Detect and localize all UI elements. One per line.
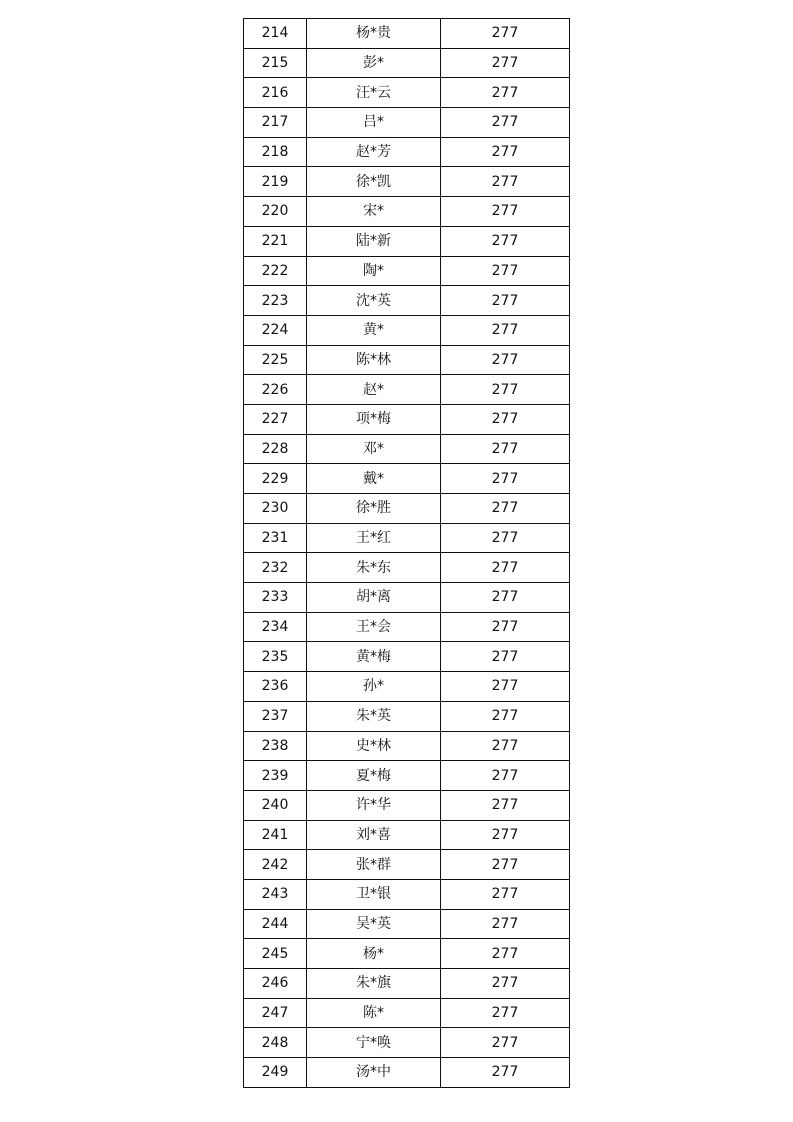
value-cell: 277 <box>441 850 570 880</box>
table-row <box>244 850 570 880</box>
name-cell: 戴* <box>307 464 441 494</box>
row-number-cell: 242 <box>244 850 307 880</box>
value-cell: 277 <box>441 137 570 167</box>
name-cell: 杨*贵 <box>307 19 441 49</box>
value-cell: 277 <box>441 108 570 138</box>
row-number-cell: 214 <box>244 19 307 49</box>
value-cell: 277 <box>441 701 570 731</box>
value-cell: 277 <box>441 256 570 286</box>
value-cell: 277 <box>441 879 570 909</box>
row-number-cell: 216 <box>244 78 307 108</box>
table-row <box>244 494 570 524</box>
row-number-cell: 227 <box>244 404 307 434</box>
table-row <box>244 879 570 909</box>
row-number-cell: 230 <box>244 494 307 524</box>
value-cell: 277 <box>441 434 570 464</box>
row-number-cell: 239 <box>244 761 307 791</box>
row-number-cell: 238 <box>244 731 307 761</box>
value-cell: 277 <box>441 583 570 613</box>
row-number-cell: 243 <box>244 879 307 909</box>
name-cell: 许*华 <box>307 790 441 820</box>
value-cell: 277 <box>441 731 570 761</box>
value-cell: 277 <box>441 167 570 197</box>
table-row <box>244 256 570 286</box>
row-number-cell: 224 <box>244 315 307 345</box>
row-number-cell: 247 <box>244 998 307 1028</box>
table-row <box>244 345 570 375</box>
name-cell: 汤*中 <box>307 1058 441 1088</box>
row-number-cell: 225 <box>244 345 307 375</box>
table-row <box>244 226 570 256</box>
table-body <box>244 19 570 1088</box>
value-cell: 277 <box>441 553 570 583</box>
name-cell: 夏*梅 <box>307 761 441 791</box>
table-row <box>244 969 570 999</box>
table-row <box>244 672 570 702</box>
row-number-cell: 217 <box>244 108 307 138</box>
value-cell: 277 <box>441 909 570 939</box>
name-cell: 沈*英 <box>307 286 441 316</box>
value-cell: 277 <box>441 197 570 227</box>
row-number-cell: 233 <box>244 583 307 613</box>
name-cell: 刘*喜 <box>307 820 441 850</box>
name-cell: 彭* <box>307 48 441 78</box>
table-row <box>244 137 570 167</box>
name-cell: 项*梅 <box>307 404 441 434</box>
row-number-cell: 241 <box>244 820 307 850</box>
table-row <box>244 612 570 642</box>
value-cell: 277 <box>441 523 570 553</box>
row-number-cell: 231 <box>244 523 307 553</box>
name-cell: 陈* <box>307 998 441 1028</box>
name-cell: 宁*唤 <box>307 1028 441 1058</box>
table-row <box>244 464 570 494</box>
value-cell: 277 <box>441 969 570 999</box>
row-number-cell: 229 <box>244 464 307 494</box>
value-cell: 277 <box>441 226 570 256</box>
table-row <box>244 998 570 1028</box>
value-cell: 277 <box>441 48 570 78</box>
table-row <box>244 1028 570 1058</box>
table-row <box>244 375 570 405</box>
name-cell: 孙* <box>307 672 441 702</box>
table-row <box>244 404 570 434</box>
row-number-cell: 218 <box>244 137 307 167</box>
value-cell: 277 <box>441 998 570 1028</box>
value-cell: 277 <box>441 315 570 345</box>
table-row <box>244 583 570 613</box>
row-number-cell: 226 <box>244 375 307 405</box>
table-row <box>244 315 570 345</box>
value-cell: 277 <box>441 404 570 434</box>
row-number-cell: 215 <box>244 48 307 78</box>
name-cell: 朱*旗 <box>307 969 441 999</box>
name-cell: 史*林 <box>307 731 441 761</box>
name-cell: 朱*英 <box>307 701 441 731</box>
table-row <box>244 642 570 672</box>
row-number-cell: 221 <box>244 226 307 256</box>
table-row <box>244 167 570 197</box>
value-cell: 277 <box>441 939 570 969</box>
row-number-cell: 246 <box>244 969 307 999</box>
row-number-cell: 228 <box>244 434 307 464</box>
value-cell: 277 <box>441 375 570 405</box>
table-row <box>244 790 570 820</box>
name-cell: 徐*胜 <box>307 494 441 524</box>
row-number-cell: 236 <box>244 672 307 702</box>
value-cell: 277 <box>441 612 570 642</box>
row-number-cell: 223 <box>244 286 307 316</box>
table-row <box>244 909 570 939</box>
table-row <box>244 523 570 553</box>
name-cell: 汪*云 <box>307 78 441 108</box>
row-number-cell: 222 <box>244 256 307 286</box>
row-number-cell: 245 <box>244 939 307 969</box>
name-cell: 张*群 <box>307 850 441 880</box>
value-cell: 277 <box>441 494 570 524</box>
row-number-cell: 249 <box>244 1058 307 1088</box>
name-cell: 宋* <box>307 197 441 227</box>
value-cell: 277 <box>441 642 570 672</box>
name-cell: 黄*梅 <box>307 642 441 672</box>
name-cell: 王*会 <box>307 612 441 642</box>
value-cell: 277 <box>441 1028 570 1058</box>
value-cell: 277 <box>441 672 570 702</box>
table-row <box>244 434 570 464</box>
name-cell: 赵* <box>307 375 441 405</box>
name-cell: 吕* <box>307 108 441 138</box>
name-cell: 吴*英 <box>307 909 441 939</box>
value-cell: 277 <box>441 820 570 850</box>
value-cell: 277 <box>441 464 570 494</box>
value-cell: 277 <box>441 761 570 791</box>
row-number-cell: 244 <box>244 909 307 939</box>
value-cell: 277 <box>441 1058 570 1088</box>
row-number-cell: 220 <box>244 197 307 227</box>
table-row <box>244 820 570 850</box>
name-cell: 徐*凯 <box>307 167 441 197</box>
table-row <box>244 78 570 108</box>
name-cell: 赵*芳 <box>307 137 441 167</box>
row-number-cell: 232 <box>244 553 307 583</box>
name-cell: 黄* <box>307 315 441 345</box>
row-number-cell: 237 <box>244 701 307 731</box>
table-row <box>244 701 570 731</box>
table-row <box>244 553 570 583</box>
table-row <box>244 939 570 969</box>
value-cell: 277 <box>441 345 570 375</box>
value-cell: 277 <box>441 19 570 49</box>
value-cell: 277 <box>441 78 570 108</box>
row-number-cell: 235 <box>244 642 307 672</box>
table-row <box>244 761 570 791</box>
row-number-cell: 219 <box>244 167 307 197</box>
table-row <box>244 108 570 138</box>
row-number-cell: 248 <box>244 1028 307 1058</box>
table-row <box>244 1058 570 1088</box>
table-row <box>244 48 570 78</box>
value-cell: 277 <box>441 790 570 820</box>
value-cell: 277 <box>441 286 570 316</box>
table-row <box>244 286 570 316</box>
table-row <box>244 731 570 761</box>
row-number-cell: 240 <box>244 790 307 820</box>
name-cell: 胡*离 <box>307 583 441 613</box>
name-cell: 朱*东 <box>307 553 441 583</box>
table-row <box>244 19 570 49</box>
name-cell: 陶* <box>307 256 441 286</box>
row-number-cell: 234 <box>244 612 307 642</box>
name-cell: 陆*新 <box>307 226 441 256</box>
table-row <box>244 197 570 227</box>
name-cell: 陈*林 <box>307 345 441 375</box>
data-table <box>243 18 570 1088</box>
name-cell: 王*红 <box>307 523 441 553</box>
name-cell: 杨* <box>307 939 441 969</box>
name-cell: 邓* <box>307 434 441 464</box>
name-cell: 卫*银 <box>307 879 441 909</box>
